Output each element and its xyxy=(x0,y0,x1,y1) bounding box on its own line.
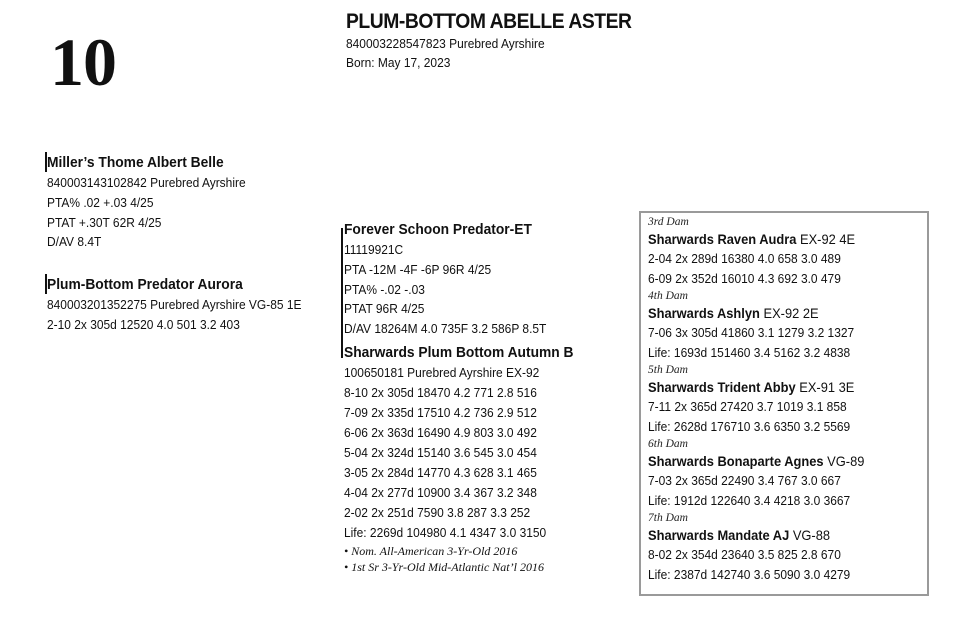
dam-record: 7-11 2x 365d 27420 3.7 1019 3.1 858 xyxy=(648,399,847,414)
sire-line: 840003143102842 Purebred Ayrshire xyxy=(47,175,246,190)
grandsire-bracket xyxy=(341,228,343,358)
dam-generation: 3rd Dam xyxy=(648,216,689,228)
dam-generation: 5th Dam xyxy=(648,364,688,376)
granddam-record: 8-10 2x 305d 18470 4.2 771 2.8 516 xyxy=(344,385,537,400)
granddam-name: Sharwards Plum Bottom Autumn B xyxy=(344,344,574,361)
granddam-life: Life: 2269d 104980 4.1 4347 3.0 3150 xyxy=(344,525,547,540)
lot-number: 10 xyxy=(50,24,116,100)
dam-entry xyxy=(648,511,927,585)
dam-record: 7-03 2x 365d 22490 3.4 767 3.0 667 xyxy=(648,473,841,488)
dam-classification: EX-92 4E xyxy=(796,231,856,247)
granddam-line: 100650181 Purebred Ayrshire EX-92 xyxy=(344,365,540,380)
sire-block xyxy=(47,153,263,252)
granddam-note: • Nom. All-American 3-Yr-Old 2016 xyxy=(344,544,518,558)
dam-entry xyxy=(648,215,927,289)
grandsire-line: PTA -12M -4F -6P 96R 4/25 xyxy=(344,261,492,277)
dam-classification: VG-89 xyxy=(823,453,865,469)
dam-entry-name-text: Sharwards Bonaparte Agnes xyxy=(648,453,824,469)
animal-id: 840003228547823 Purebred Ayrshire xyxy=(346,36,545,51)
dam-generation: 7th Dam xyxy=(648,512,688,524)
dam-entry-name-text: Sharwards Mandate AJ xyxy=(648,527,790,543)
granddam-record: 6-06 2x 363d 16490 4.9 803 3.0 492 xyxy=(344,425,537,440)
dam-block xyxy=(47,275,324,335)
grandsire-block xyxy=(344,220,564,339)
dam-classification: VG-88 xyxy=(789,527,831,543)
dam-entry-name xyxy=(648,378,905,397)
dams-box xyxy=(639,211,929,596)
dam-entry xyxy=(648,437,927,511)
granddam-record: 5-04 2x 324d 15140 3.6 545 3.0 454 xyxy=(344,445,537,460)
sire-line: D/AV 8.4T xyxy=(47,234,102,250)
granddam-record: 4-04 2x 277d 10900 3.4 367 3.2 348 xyxy=(344,485,537,500)
grandsire-line: PTAT 96R 4/25 xyxy=(344,301,425,317)
dam-generation: 6th Dam xyxy=(648,438,688,450)
grandsire-name: Forever Schoon Predator-ET xyxy=(344,221,532,238)
dam-record: 8-02 2x 354d 23640 3.5 825 2.8 670 xyxy=(648,547,841,562)
grandsire-line: PTA% -.02 -.03 xyxy=(344,281,425,297)
granddam-note: • 1st Sr 3-Yr-Old Mid-Atlantic Nat’l 2016 xyxy=(344,560,544,574)
dam-entry-name xyxy=(648,230,905,249)
dam-name: Plum-Bottom Predator Aurora xyxy=(47,276,243,293)
dam-record: Life: 2628d 176710 3.6 6350 3.2 5569 xyxy=(648,419,851,434)
granddam-block xyxy=(344,343,593,575)
dam-record: 7-06 3x 305d 41860 3.1 1279 3.2 1327 xyxy=(648,325,855,340)
dam-record: 6-09 2x 352d 16010 4.3 692 3.0 479 xyxy=(648,271,841,286)
animal-name: PLUM-BOTTOM ABELLE ASTER xyxy=(346,10,632,33)
dam-entry-name xyxy=(648,452,905,471)
dam-record: Life: 1693d 151460 3.4 5162 3.2 4838 xyxy=(648,345,851,360)
dam-entry-name-text: Sharwards Trident Abby xyxy=(648,379,796,395)
dam-entry-name-text: Sharwards Ashlyn xyxy=(648,305,760,321)
dam-entry-name xyxy=(648,526,905,545)
dam-record: Life: 1912d 122640 3.4 4218 3.0 3667 xyxy=(648,493,851,508)
grandsire-line: 11119921C xyxy=(344,242,404,257)
sire-name: Miller’s Thome Albert Belle xyxy=(47,154,224,171)
dam-line: 2-10 2x 305d 12520 4.0 501 3.2 403 xyxy=(47,316,240,332)
sire-line: PTAT +.30T 62R 4/25 xyxy=(47,214,162,230)
granddam-record: 3-05 2x 284d 14770 4.3 628 3.1 465 xyxy=(344,465,537,480)
granddam-record: 2-02 2x 251d 7590 3.8 287 3.3 252 xyxy=(344,505,531,520)
dam-entry-name-text: Sharwards Raven Audra xyxy=(648,231,797,247)
dam-generation: 4th Dam xyxy=(648,290,688,302)
dam-record: Life: 2387d 142740 3.6 5090 3.0 4279 xyxy=(648,567,851,582)
dam-record: 2-04 2x 289d 16380 4.0 658 3.0 489 xyxy=(648,251,841,266)
dam-entry-name xyxy=(648,304,905,323)
dam-classification: EX-92 2E xyxy=(759,305,819,321)
dam-line: 840003201352275 Purebred Ayrshire VG-85 1E xyxy=(47,297,302,312)
grandsire-line: D/AV 18264M 4.0 735F 3.2 586P 8.5T xyxy=(344,321,547,337)
dam-entry xyxy=(648,289,927,363)
granddam-record: 7-09 2x 335d 17510 4.2 736 2.9 512 xyxy=(344,405,537,420)
dam-classification: EX-91 3E xyxy=(795,379,855,395)
sire-line: PTA% .02 +.03 4/25 xyxy=(47,194,154,210)
dam-entry xyxy=(648,363,927,437)
animal-born: Born: May 17, 2023 xyxy=(346,55,451,70)
animal-header xyxy=(346,10,656,72)
